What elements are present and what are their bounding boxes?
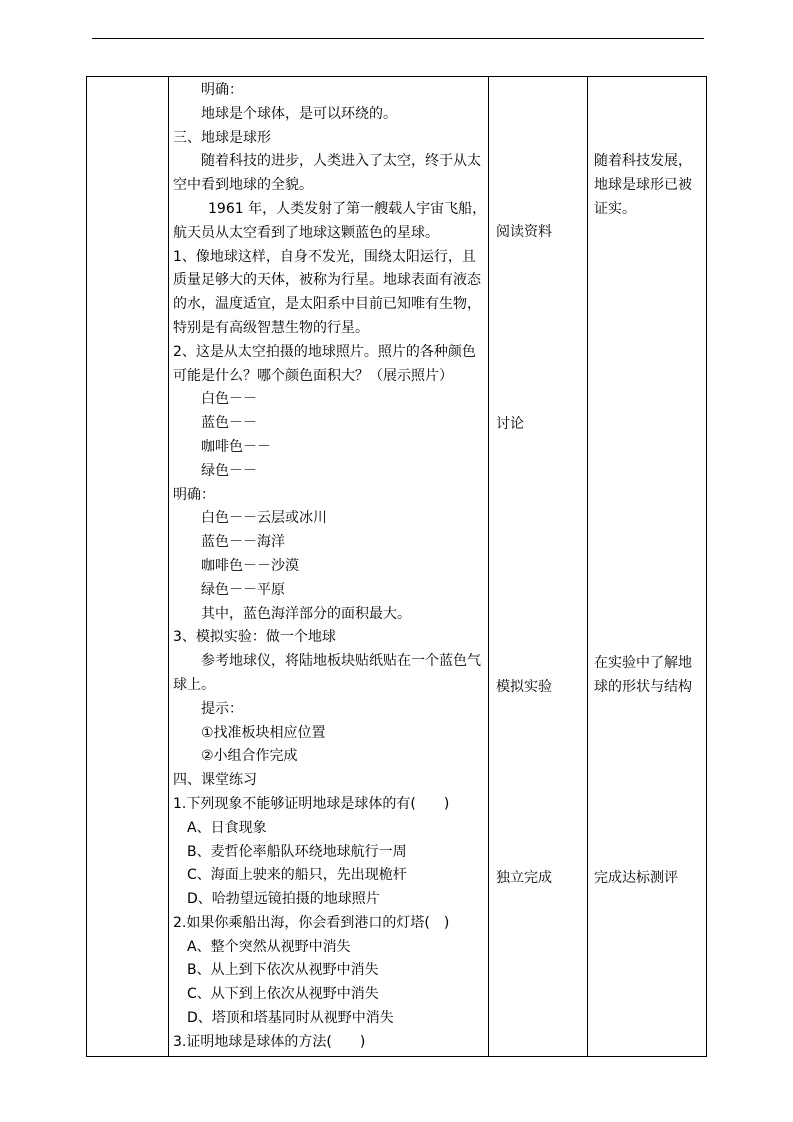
- text-line: 咖啡色－－沙漠: [201, 557, 299, 574]
- column-divider: [587, 77, 588, 1056]
- column-divider: [168, 77, 169, 1056]
- intent-experiment-line: 在实验中了解地: [594, 655, 692, 671]
- text-line: 蓝色－－: [201, 415, 257, 432]
- text-line: 航天员从太空看到了地球这颗蓝色的星球。: [173, 224, 439, 241]
- text-line: 1、像地球这样，自身不发光，围绕太阳运行，且: [173, 248, 476, 265]
- answer-option: C、海面上驶来的船只，先出现桅杆: [187, 867, 407, 884]
- answer-option: D、哈勃望远镜拍摄的地球照片: [187, 891, 380, 908]
- intent-tech-line: 地球是球形已被: [594, 177, 692, 193]
- text-line: 质量足够大的天体，被称为行星。地球表面有液态: [173, 272, 481, 289]
- text-line: 白色－－云层或冰川: [201, 510, 327, 527]
- text-line: 1961 年，人类发射了第一艘载人宇宙飞船，: [208, 200, 487, 217]
- text-line: 球上。: [173, 676, 215, 693]
- text-line: 地球是个球体，是可以环绕的。: [201, 105, 397, 122]
- text-line: 咖啡色－－: [201, 438, 271, 455]
- lesson-plan-table: [86, 76, 707, 1057]
- intent-tech-line: 证实。: [594, 201, 636, 217]
- text-line: 蓝色－－海洋: [201, 534, 285, 551]
- answer-option: D、塔顶和塔基同时从视野中消失: [187, 1010, 394, 1027]
- text-line: 参考地球仪，将陆地板块贴纸贴在一个蓝色气: [201, 653, 481, 670]
- answer-option: A、整个突然从视野中消失: [187, 938, 351, 955]
- text-line: 3、模拟实验：做一个地球: [173, 629, 336, 646]
- text-line: 其中，蓝色海洋部分的面积最大。: [201, 605, 411, 622]
- text-line: 提示：: [201, 700, 243, 717]
- section-heading: 四、课堂练习: [173, 772, 257, 789]
- header-rule: [92, 38, 704, 39]
- text-line: 随着科技的进步，人类进入了太空，终于从太: [201, 153, 481, 170]
- intent-tech-line: 随着科技发展，: [594, 153, 692, 169]
- text-line: 特别是有高级智慧生物的行星。: [173, 319, 369, 336]
- intent-assessment: 完成达标测评: [594, 870, 678, 886]
- question: 2.如果你乘船出海，你会看到港口的灯塔( ): [173, 914, 450, 931]
- activity-experiment: 模拟实验: [496, 679, 552, 695]
- question: 1.下列现象不能够证明地球是球体的有( ): [173, 795, 450, 812]
- intent-experiment-line: 球的形状与结构: [594, 679, 692, 695]
- answer-option: B、从上到下依次从视野中消失: [187, 962, 379, 979]
- text-line: ②小组合作完成: [201, 748, 298, 765]
- answer-option: B、麦哲伦率船队环绕地球航行一周: [187, 843, 407, 860]
- section-heading: 三、地球是球形: [173, 129, 271, 146]
- text-line: 绿色－－: [201, 462, 257, 479]
- question: 3.证明地球是球体的方法( ): [173, 1033, 366, 1050]
- text-line: ①找准板块相应位置: [201, 724, 326, 741]
- activity-independent: 独立完成: [496, 870, 552, 886]
- text-line: 的水，温度适宜，是太阳系中目前已知唯有生物，: [173, 296, 481, 313]
- teaching-content-column: [173, 77, 489, 1055]
- text-line: 明确：: [201, 82, 243, 98]
- text-line: 白色－－: [201, 391, 257, 408]
- text-line: 2、这是从太空拍摄的地球照片。照片的各种颜色: [173, 343, 476, 360]
- answer-option: A、日食现象: [187, 819, 267, 836]
- answer-option: C、从下到上依次从视野中消失: [187, 986, 379, 1003]
- activity-reading: 阅读资料: [496, 224, 552, 240]
- text-line: 明确：: [173, 486, 215, 503]
- activity-discussion: 讨论: [496, 416, 524, 432]
- text-line: 可能是什么？哪个颜色面积大？（展示照片）: [173, 367, 453, 384]
- text-line: 绿色－－平原: [201, 581, 285, 598]
- text-line: 空中看到地球的全貌。: [173, 177, 313, 194]
